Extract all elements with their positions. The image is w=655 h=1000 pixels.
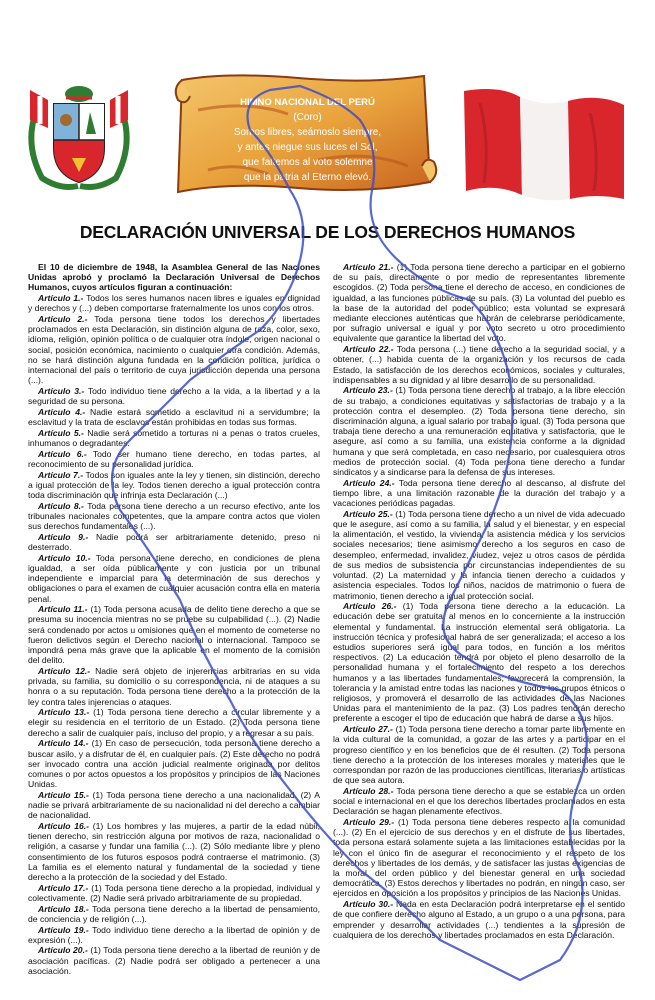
article-label: Artículo 16.- [38,820,89,831]
hymn-line: Somos libres, seámoslo siempre, [233,127,382,138]
header [0,0,655,210]
article-text: Todo individuo tiene derecho a la vida, a la libertad y a la seguridad de su persona. [28,385,320,407]
peru-coat-of-arms-icon [20,78,138,196]
article-text: Todo individuo tiene derecho a la libertad de opinión y de expresión (...). [28,924,320,945]
article-text: Toda persona tiene derecho a la libertad de pensamiento, de conciencia y de religión (...). [28,903,320,924]
article-label: Artículo 27.- [343,724,393,735]
article-paragraph [333,262,625,344]
article-label: Artículo 18.- [38,903,89,914]
article-text: Todo ser humano tiene derecho, en todas partes, al reconocimiento de su personalidad jurídica. [28,448,320,469]
article-paragraph [333,724,625,785]
article-text: (1) Toda persona tiene derecho a la libertad de reunión y de asociación pacíficas. (2) Nadie podrá ser obligado a pertenecer a una asociación. [28,945,320,976]
article-text: (1) Toda persona acusada de delito tiene derecho a que se presuma su inocencia mientras no se pruebe su culpabilidad (...). (2) Nadie será condenado por actos u omisiones que en el momento de cometerse no fueron delictivos según el Derecho nacional o internacional. Tampoco se impondrá pena más grave que la aplicable en el momento de la comisión del delito. [28,604,320,666]
article-label: Artículo 1.- [38,293,84,304]
article-paragraph [28,821,320,882]
article-label: Artículo 14.- [38,738,89,749]
article-text: Toda persona tiene derecho a que se establezca un orden social e internacional en el que los derechos libertades proclamados en esta Declaración se hagan plenamente efectivos. [333,785,626,817]
article-text: Todos los seres humanos nacen libres e iguales en dignidad y derechos y (...) deben comportarse fraternalmente los unos con los otros. [28,293,321,314]
article-paragraph [28,925,320,945]
article-text: (1) Toda persona tiene derecho a una nacionalidad. (2) A nadie se privará arbitrariamente de su nacionalidad ni del derecho a cambiar de nacionalidad. [28,789,321,821]
article-paragraph [28,904,320,924]
article-label: Artículo 7.- [38,469,84,480]
article-label: Artículo 10.- [38,552,91,563]
article-label: Artículo 28.- [343,785,394,796]
intro-paragraph: El 10 de diciembre de 1948, la Asamblea General de las Naciones Unidas aprobó y proclamó la Declaración Universal de Derechos Humanos, cuyos artículos figuran a continuación: [28,262,320,293]
article-label: Artículo 13.- [38,707,90,718]
article-text: (1) Los hombres y las mujeres, a partir de la edad núbil, tienen derecho, sin restricción alguna por motivos de raza, nacionalidad o religión, a casarse y fundar una familia (...). (2) Sólo mediante libre y pleno consentimiento de los futuros esposos podrá contraerse el matrimonio. (3) La familia es el elemento natural y fundamental de la sociedad y tiene derecho a la protección de la sociedad y del Estado. [28,820,320,882]
article-text: (1) Toda persona tiene derecho a un nivel de vida adecuado que le asegure, así como a su familia, la salud y el bienestar, y en especial la alimentación, el vestido, la vivienda, la asistencia médica y los servicios sociales necesarios; tiene asimismo derecho a los seguros en caso de desempleo, enfermedad, invalidez, viudez, vejez u otros casos de pérdida de sus medios de subsistencia por circunstancias independientes de su voluntad. (2) La maternidad y la infancia tienen derecho a cuidados y asistencia especiales. Todos los niños, nacidos de matrimonio o fuera de matrimonio, tienen derecho a igual protección social. [333,508,625,601]
article-paragraph [28,314,320,385]
article-text: (1) Toda persona tiene derecho a la educación. La educación debe ser gratuita, al menos en lo concerniente a la instrucción elemental y fundamental. La instrucción elemental será obligatoria. La instrucción técnica y profesional habrá de ser generalizada; el acceso a los estudios superiores será igual para todos, en función a los méritos respectivos. (2) La educación tendrá por objeto el pleno desarrollo de la personalidad humana y el fortalecimiento del respeto a los derechos humanos y a las libertades fundamentales; favorecerá la comprensión, la tolerancia y la amistad entre todas las naciones y todos los grupos étnicos o religiosos, y promoverá el desarrollo de las actividades de las Naciones Unidas para el mantenimiento de la paz. (3) Los padres tendrán derecho preferente a escoger el tipo de educación que habrá de darse a sus hijos. [333,601,625,724]
article-label: Artículo 2.- [38,314,88,325]
article-paragraph [28,407,320,427]
hymn-text [190,95,425,185]
article-label: Artículo 5.- [38,427,84,438]
article-paragraph [28,449,320,469]
article-paragraph [28,553,320,604]
article-label: Artículo 4.- [38,406,86,417]
article-paragraph [333,344,625,385]
article-text: (1) Toda persona tiene derecho a circular libremente y a elegir su residencia en el territorio de un Estado. (2) Toda persona tiene derecho a salir de cualquier país, incluso del propio, y a regresar a su país. [28,707,320,738]
article-text: Todos son iguales ante la ley y tienen, sin distinción, derecho a igual protección de la ley. Todos tienen derecho a igual protección contra toda discriminación que infrinja esta Declaración (...) [28,469,321,500]
article-paragraph [333,786,625,817]
article-paragraph [333,899,625,940]
article-paragraph [28,604,320,665]
article-text: Nadie estará sometido a esclavitud ni a servidumbre; la esclavitud y la trata de esclavos están prohibidas en todas sus formas. [28,406,320,428]
hymn-line: y antes niegue sus luces el Sol, [237,142,378,153]
article-paragraph [333,478,625,509]
article-text: Toda persona (...) tiene derecho a la seguridad social, y a obtener, (...) habida cuenta de la organización y los recursos de cada Estado, la satisfacción de los derechos económicos, sociales y culturales, indispensables a su dignidad y al libre desarrollo de su personalidad. [333,344,626,385]
article-label: Artículo 29.- [343,816,395,827]
article-text: (1) Toda persona tiene derecho al trabajo, a la libre elección de su trabajo, a condiciones equitativas y satisfactorias de trabajo y a la protección contra el desempleo. (2) Toda persona tiene derecho, sin discriminación alguna, a igual salario por trabajo igual. (3) Toda persona que trabaja tiene derecho a una remuneración equitativa y satisfactoria, que le asegure, así como a su familia, una existencia conforme a la dignidad humana y que será completada, en caso necesario, por cualesquiera otros medios de protección social. (4) Toda persona tiene derecho a fundar sindicatos y a sindicarse para la defensa de sus intereses. [333,385,625,478]
article-paragraph [28,428,320,448]
article-paragraph [28,386,320,406]
article-label: Artículo 12.- [38,665,91,676]
article-text: Toda persona tiene derecho, en condiciones de plena igualdad, a ser oída públicamente y con justicia por un tribunal independiente e imparcial para la determinación de sus derechos y obligaciones o para el examen de cualquier acusación contra ella en materia penal. [28,552,320,604]
article-label: Artículo 25.- [343,508,393,519]
article-text: (1) Toda persona tiene derecho a la propiedad, individual y colectivamente. (2) Nadie será privado arbitrariamente de su propiedad. [28,882,320,903]
article-paragraph [28,707,320,738]
article-label: Artículo 23.- [343,385,393,396]
article-label: Artículo 9.- [38,531,89,542]
hymn-line: que faltemos al voto solemne [242,157,373,168]
article-label: Artículo 11.- [38,604,88,615]
article-text: Toda persona tiene derecho a un recurso efectivo, ante los tribunales nacionales competentes, que la ampare contra actos que violen sus derechos fundamentales (...). [28,500,320,532]
article-label: Artículo 21.- [343,262,394,272]
article-label: Artículo 22.- [343,344,394,355]
article-label: Artículo 6.- [38,448,87,459]
article-label: Artículo 24.- [343,477,395,488]
article-paragraph [28,293,320,313]
article-text: Nada en esta Declaración podrá interpretarse en el sentido de que confiere derecho alguno al Estado, a un grupo o a una persona, para emprender y desarrollar actividades (...) tendientes a la supresión de cualquiera de los derechos y libertades proclamados en esta Declaración. [333,899,625,940]
article-text: (1) En caso de persecución, toda persona tiene derecho a buscar asilo, y a disfrutar de él, en cualquier país. (2) Este derecho no podrá ser invocado contra una acción judicial realmente originada por delitos comunes o por actos opuestos a los propósitos y principios de las Naciones Unidas. [28,738,320,790]
article-label: Artículo 3.- [38,385,85,396]
article-label: Artículo 17.- [38,882,89,893]
article-paragraph [28,470,320,501]
right-column [333,262,625,940]
right-articles [333,262,625,940]
article-paragraph [333,509,625,601]
article-text: (1) Toda persona tiene derecho a tomar parte libremente en la vida cultural de la comunidad, a gozar de las artes y a participar en el progreso científico y en los beneficios que de él resulten. (2) Toda persona tiene derecho a la protección de los intereses morales y materiales que le correspondan por razón de las producciones científicas, literarias o artísticas de que sea autora. [333,724,626,786]
article-text: Toda persona tiene derecho al descanso, al disfrute del tiempo libre, a una limitación razonable de la duración del trabajo y a vacaciones periódicas pagadas. [333,477,626,509]
article-label: Artículo 15.- [38,789,89,800]
article-paragraph [333,601,625,723]
left-column [28,262,320,977]
left-articles [28,293,320,976]
article-paragraph [28,666,320,707]
article-text: Toda persona tiene todos los derechos y libertades proclamados en esta Declaración, sin distinción alguna de raza, color, sexo, idioma, religión, opinión política o de cualquier otra índole, origen nacional o social, posición económica, nacimiento o cualquier otra condición. Además, no se hará distinción alguna fundada en la condición política, jurídica o internacional del país o territorio de cuya jurisdicción dependa una persona (...). [28,314,320,386]
article-text: Nadie podrá ser arbitrariamente detenido, preso ni desterrado. [28,531,320,552]
article-label: Artículo 8.- [38,500,84,511]
article-paragraph [28,501,320,532]
article-label: Artículo 19.- [38,924,89,935]
article-paragraph [28,883,320,903]
peru-flag-icon [460,83,630,203]
hymn-subtitle: (Coro) [293,112,322,123]
hymn-title: HIMNO NACIONAL DEL PERÚ [240,97,375,108]
article-text: Nadie será objeto de injerencias arbitrarias en su vida privada, su familia, su domicilio o su correspondencia, ni de ataques a su honra o a su reputación. Toda persona tiene derecho a la protección de la ley contra tales injerencias o ataques. [28,665,320,707]
hymn-line: que la patria al Eterno elevó. [243,172,372,183]
article-paragraph [333,817,625,899]
article-label: Artículo 30.- [343,899,394,910]
article-paragraph [28,738,320,789]
article-paragraph [28,532,320,552]
article-label: Artículo 26.- [343,601,397,612]
article-text: (1) Toda persona tiene derecho a participar en el gobierno de su país, directamente o por medio de representantes libremente escogidos. (2) Toda persona tiene el derecho de acceso, en condiciones de igualdad, a las funciones públicas de su país. (3) La voluntad del pueblo es la base de la autoridad del poder público; esta voluntad se expresará mediante elecciones auténticas que habrán de celebrarse periódicamente, por sufragio universal e igual y por voto secreto u otro procedimiento equivalente que garantice la libertad del voto. [333,262,625,344]
page-title: DECLARACIÓN UNIVERSAL DE LOS DERECHOS HUMANOS [79,222,576,242]
article-label: Artículo 20.- [38,945,88,956]
article-paragraph [28,945,320,976]
article-paragraph [28,790,320,821]
article-paragraph [333,385,625,477]
article-text: Nadie será sometido a torturas ni a penas o tratos crueles, inhumanos o degradantes. [28,427,320,448]
article-text: (1) Toda persona tiene deberes respecto a la comunidad (...). (2) En el ejercicio de sus derechos y en el disfrute de sus libertades, toda persona estará solamente sujeta a las limitaciones establecidas por la ley con el único fin de asegurar el reconocimiento y el respeto de los derechos y libertades de los demás, y de satisfacer las justas exigencias de la moral, del orden público y del bienestar general en una sociedad democrática. (3) Estos derechos y libertades no podrán, en ningún caso, ser ejercidos en oposición a los propósitos y principios de las Naciones Unidas. [333,816,625,899]
